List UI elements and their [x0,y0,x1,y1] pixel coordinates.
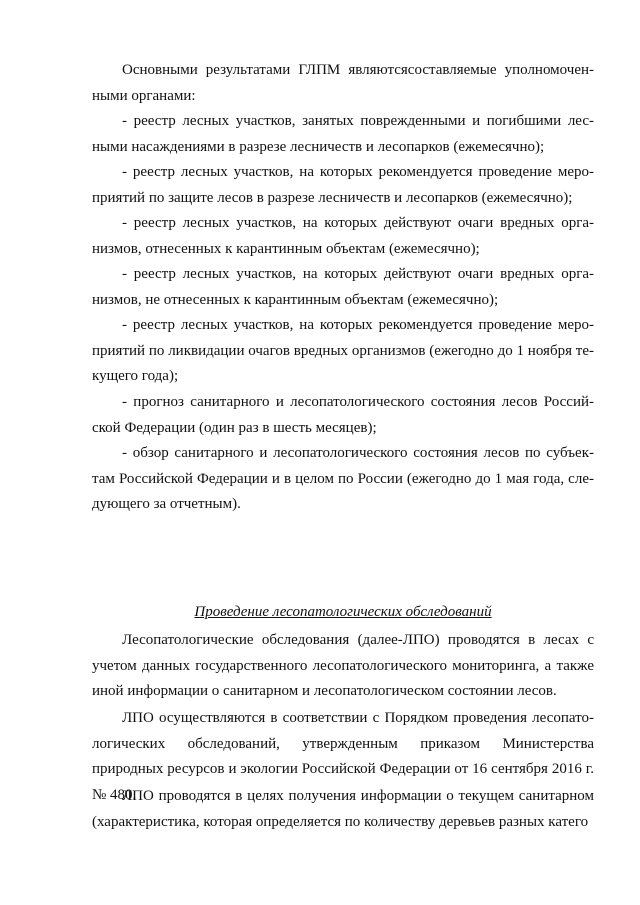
list-item-foci-elimination-registry: - реестр лесных участков, на которых рекомендуется проведение мероприятий по ликвидации очагов вредных организмов (ежегодно до 1 ноября текущего года); [92,317,594,384]
list-item-protection-measures-registry: - реестр лесных участков, на которых рекомендуется проведение мероприятий по защите лесов в разрезе лесничеств и лесопарков (ежемесячно); [92,164,594,206]
list-item-sanitary-forecast: - прогноз санитарного и лесопатологического состояния лесов Российской Федерации (один раз в шесть месяцев); [92,394,594,436]
intro-paragraph: Основными результатами ГЛПМ являютсясоставляемые уполномоченными органами: [92,62,594,104]
lpo-definition-paragraph: Лесопатологические обследования (далее-ЛПО) проводятся в лесах с учетом данных государственного лесопатологического мониторинга, а также иной информации о санитарном и лесопатологическом состоянии лесов. [92,632,594,699]
list-item-quarantine-foci-registry: - реестр лесных участков, на которых действуют очаги вредных организмов, отнесенных к карантинным объектам (ежемесячно); [92,215,594,257]
list-item-non-quarantine-foci-registry: - реестр лесных участков, на которых действуют очаги вредных организмов, не отнесенных к карантинным объектам (ежемесячно); [92,266,594,308]
lpo-regulation-paragraph: ЛПО осуществляются в соответствии с Порядком проведения лесопатологических обследований, утвержденным приказом Министерства природных ресурсов и экологии Российской Федерации от 16 сентября 2016 г. № 480. [92,710,594,803]
section-heading: Проведение лесопатологических обследований [194,604,492,620]
list-item-sanitary-review: - обзор санитарного и лесопатологического состояния лесов по субъектам Российской Федерации и в целом по России (ежегодно до 1 мая года, следующего за отчетным). [92,445,594,512]
lpo-purpose-paragraph: ЛПО проводятся в целях получения информации о текущем санитарном (характеристика, которая определяется по количеству деревьев разных катего [92,788,594,830]
list-item-damaged-forest-registry: - реестр лесных участков, занятых поврежденными и погибшими лесными насаждениями в разрезе лесничеств и лесопарков (ежемесячно); [92,113,594,155]
